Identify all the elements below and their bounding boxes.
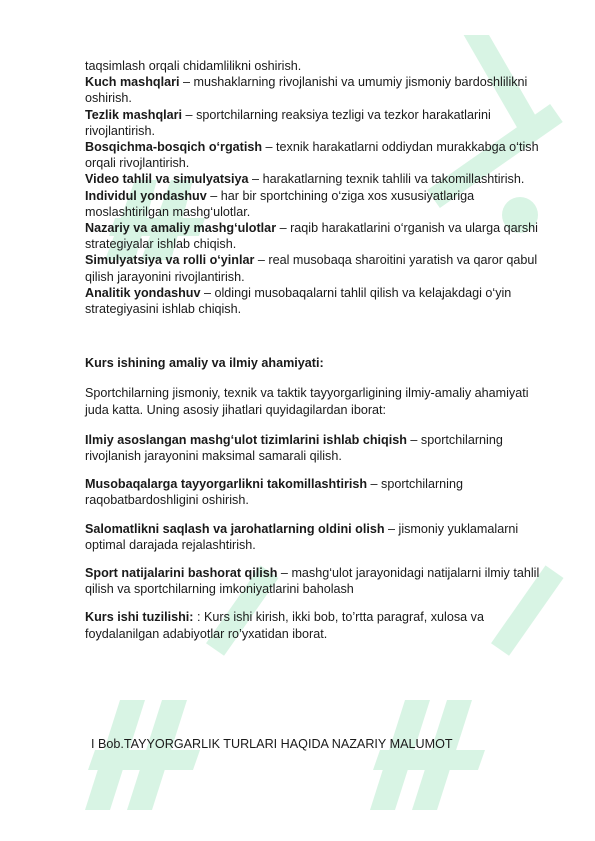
definition-term: Simulyatsiya va rolli o‘yinlar — [85, 253, 255, 268]
significance-intro: Sportchilarning jismoniy, texnik va taktik tayyorgarligining ilmiy-amaliy ahamiyati juda katta. Uning asosiy jihatlari quyidagilardan iborat: — [85, 386, 529, 417]
definition-desc: – har bir sportchining o‘ziga xos xususiyatlariga moslashtirilgan mashg‘ulotlar. — [85, 188, 475, 219]
definition-item — [85, 476, 555, 508]
intro-fragment: taqsimlash orqali chidamlilikni oshirish. — [85, 59, 302, 73]
significance-heading: Kurs ishining amaliy va ilmiy ahamiyati: — [85, 356, 324, 371]
definition-desc: – sportchilarning rivojlanish jarayonini maksimal samarali qilish. — [85, 432, 503, 464]
definition-desc: – mushaklarning rivojlanishi va umumiy jismoniy bardoshlilikni oshirish. — [85, 75, 528, 106]
definition-desc: – mashg‘ulot jarayonidagi natijalarni ilmiy tahlil qilish va sportchilarning imkoniyatlarini baholash — [85, 566, 540, 597]
definition-term: Kuch mashqlari — [85, 75, 180, 90]
definition-term: Nazariy va amaliy mashg‘ulotlar — [85, 221, 277, 236]
structure-paragraph — [85, 609, 555, 641]
chapter-title: I Bob.TAYYORGARLIK TURLARI HAQIDA NAZARIY MALUMOT — [91, 737, 453, 751]
definition-desc: – jismoniy yuklamalarni optimal darajada rejalashtirish. — [85, 521, 519, 552]
definition-term: Salomatlikni saqlash va jarohatlarning oldini olish — [85, 521, 385, 536]
definition-desc: – sportchilarning reaksiya tezligi va tezkor harakatlarini rivojlantirish. — [85, 107, 491, 138]
definition-desc: – raqib harakatlarini o‘rganish va ularga qarshi strategiyalar ishlab chiqish. — [85, 221, 538, 252]
definition-item — [85, 285, 555, 317]
definition-item — [85, 188, 555, 220]
structure-desc: : Kurs ishi kirish, ikki bob, to’rtta paragraf, xulosa va foydalanilgan adabiyotlar ro’yxatidan iborat. — [85, 610, 484, 641]
definition-term: Ilmiy asoslangan mashg‘ulot tizimlarini ishlab chiqish — [85, 432, 407, 447]
definition-term: Sport natijalarini bashorat qilish — [85, 566, 278, 581]
definition-item — [85, 432, 555, 464]
definition-term: Individul yondashuv — [85, 188, 207, 203]
definition-desc: – harakatlarning texnik tahlili va takomillashtirish. — [248, 172, 525, 187]
definition-item — [85, 74, 555, 106]
definition-item — [85, 139, 555, 171]
definition-item — [85, 171, 555, 187]
definition-term: Bosqichma-bosqich o‘rgatish — [85, 140, 263, 155]
document-body — [85, 58, 555, 642]
definition-desc: – texnik harakatlarni oddiydan murakkabga o‘tish orqali rivojlantirish. — [85, 140, 539, 171]
definition-item — [85, 252, 555, 284]
definition-item — [85, 107, 555, 139]
definition-term: Musobaqalarga tayyorgarlikni takomillashtirish — [85, 477, 368, 492]
definition-desc: – sportchilarning raqobatbardoshligini oshirish. — [85, 477, 463, 508]
structure-term: Kurs ishi tuzilishi: — [85, 610, 194, 625]
significance-list — [85, 432, 555, 610]
definition-desc: – oldingi musobaqalarni tahlil qilish va kelajakdagi o‘yin strategiyasini ishlab chiqish. — [85, 285, 512, 317]
definition-desc: – real musobaqa sharoitini yaratish va qaror qabul qilish jarayonini rivojlantirish. — [85, 253, 538, 284]
definition-term: Video tahlil va simulyatsiya — [85, 172, 249, 187]
definition-item — [85, 565, 555, 597]
definition-term: Tezlik mashqlari — [85, 107, 183, 122]
definition-item — [85, 521, 555, 553]
definition-term: Analitik yondashuv — [85, 285, 201, 300]
definition-item — [85, 220, 555, 252]
methods-list — [85, 74, 555, 317]
